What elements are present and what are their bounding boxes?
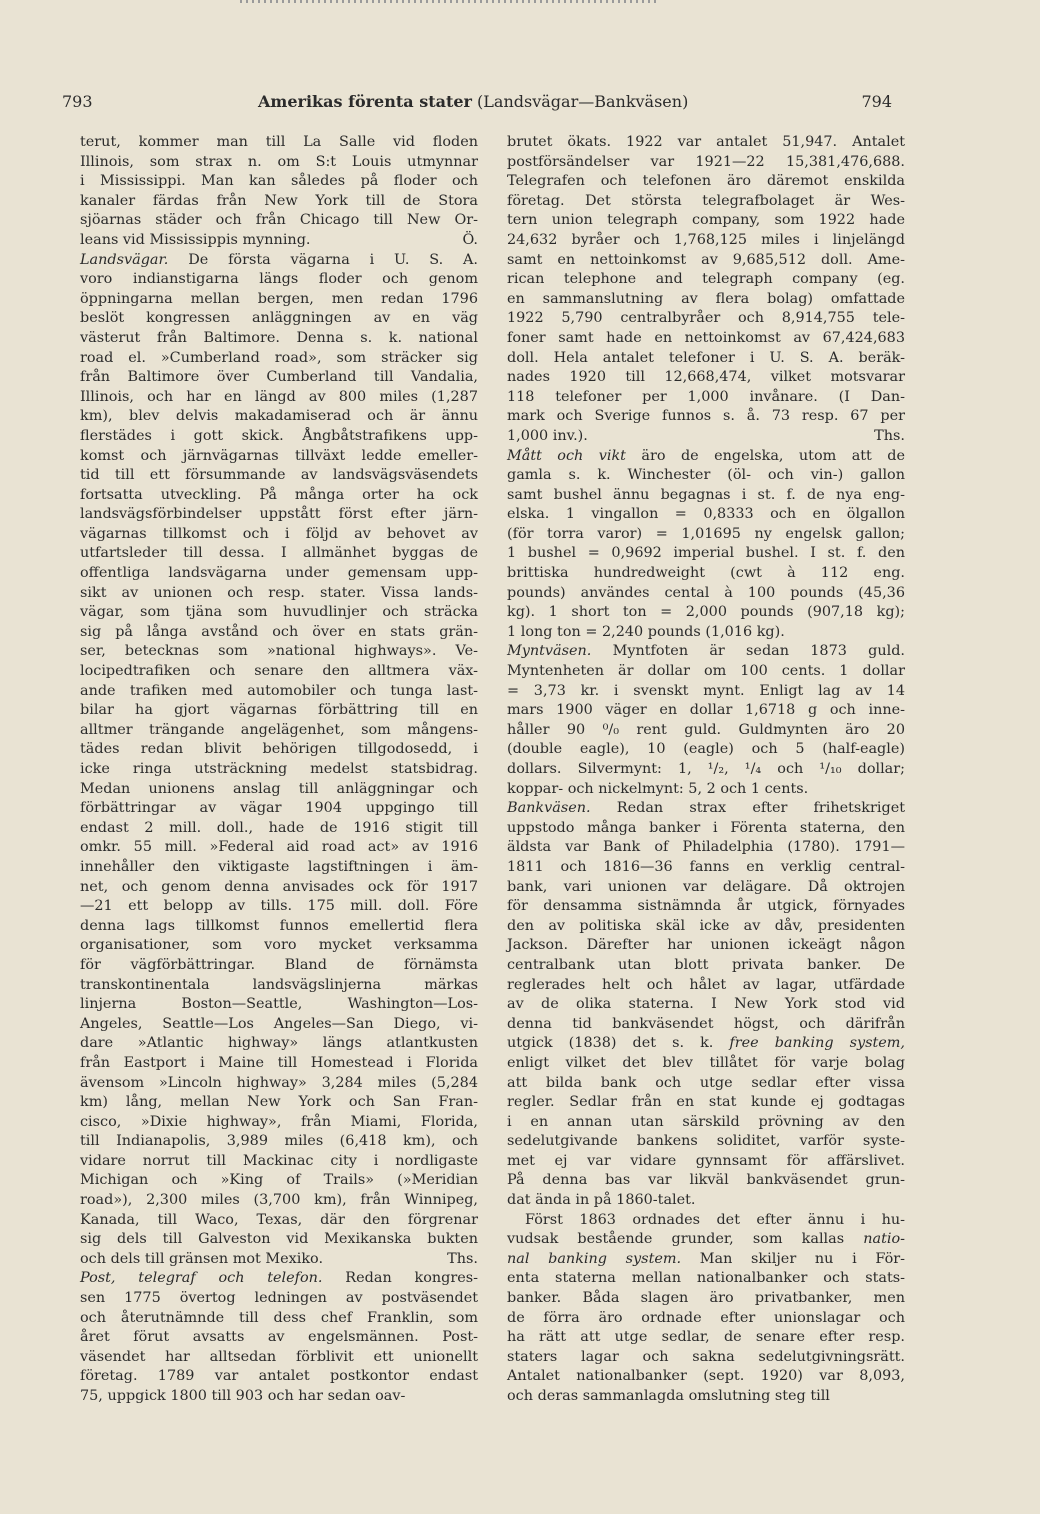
text-line: flerstädes i gott skick. Ångbåtstrafikens upp- bbox=[80, 427, 478, 444]
text-line-part: Myntfoten är sedan 1873 guld. bbox=[591, 643, 905, 660]
text-line: cisco, »Dixie highway», från Miami, Florida, bbox=[80, 1113, 478, 1130]
text-line: sedelutgivande bankens soliditet, varför syste- bbox=[507, 1133, 905, 1150]
section-heading-landsvagar: Landsvägar. bbox=[80, 251, 169, 268]
text-line: Kanada, till Waco, Texas, där den förgrenar bbox=[80, 1211, 478, 1228]
text-line: banker. Båda slagen äro privatbanker, men bbox=[507, 1290, 905, 1307]
text-line: Medan unionens anslag till anläggningar och bbox=[80, 780, 478, 797]
running-title-bold: Amerikas förenta stater bbox=[258, 92, 472, 111]
text-line: dare »Atlantic highway» längs atlantkusten bbox=[80, 1035, 478, 1052]
text-line: ävensom »Lincoln highway» 3,284 miles (5,284 bbox=[80, 1074, 478, 1091]
text-line: postförsändelser var 1921—22 15,381,476,688. bbox=[507, 153, 905, 170]
text-line: net, och genom denna anvisades ock för 1917 bbox=[80, 878, 478, 895]
text-line: vidare norrut till Mackinac city i nordligaste bbox=[80, 1152, 478, 1169]
text-line: endast 2 mill. doll., hade de 1916 stigit till bbox=[80, 819, 478, 836]
text-line: —21 ett belopp av tills. 175 mill. doll. Före bbox=[80, 898, 478, 915]
scan-edge-fringe bbox=[240, 0, 660, 3]
text-line: organisationer, som voro mycket verksamma bbox=[80, 937, 478, 954]
section-heading-post: Post, telegraf och telefon. bbox=[80, 1270, 323, 1287]
text-line: för vägförbättringar. Bland de förnämsta bbox=[80, 956, 478, 973]
text-line-part: leans vid Mississippis mynning. bbox=[80, 231, 311, 248]
text-line: road el. »Cumberland road», som sträcker sig bbox=[80, 349, 478, 366]
text-line: Myntenheten är dollar om 100 cents. 1 dollar bbox=[507, 663, 905, 680]
text-line: foner samt hade en nettoinkomst av 67,424,683 bbox=[507, 329, 905, 346]
text-line: Angeles, Seattle—Los Angeles—San Diego, vi- bbox=[80, 1015, 478, 1032]
text-line: doll. Hela antalet telefoner i U. S. A. beräk- bbox=[507, 349, 905, 366]
text-line: koppar- och nickelmynt: 5, 2 och 1 cents. bbox=[507, 780, 809, 797]
text-line bbox=[507, 799, 905, 819]
author-sign: Ths. bbox=[874, 427, 905, 444]
text-line: locipedtrafiken och senare den alltmera väx- bbox=[80, 663, 478, 680]
text-line: Antalet nationalbanker (sept. 1920) var 8,093, bbox=[507, 1368, 905, 1385]
text-line: regler. Sedlar från en stat kunde ej godtagas bbox=[507, 1094, 905, 1111]
text-line: dat ända in på 1860-talet. bbox=[507, 1192, 696, 1209]
text-line: tädes redan blivit behörigen tillgodosedd, i bbox=[80, 741, 478, 758]
text-line: dollars. Silvermynt: 1, ¹/₂, ¹/₄ och ¹/₁₀ dollar; bbox=[507, 761, 905, 777]
text-line: samt en nettoinkomst av 9,685,512 doll. Ame- bbox=[507, 251, 905, 268]
text-line: Först 1863 ordnades det efter ännu i hu- bbox=[525, 1211, 905, 1228]
page-number-right: 794 bbox=[861, 92, 892, 111]
text-line: transkontinentala landsvägslinjerna märkas bbox=[80, 976, 478, 993]
text-line: att bilda bank och utge sedlar efter vissa bbox=[507, 1074, 905, 1091]
text-line: staters lagar och sakna sedelutgivningsrätt. bbox=[507, 1348, 905, 1365]
text-line: 1 bushel = 0,9692 imperial bushel. I st. f. den bbox=[507, 545, 905, 562]
text-line: sig dels till Galveston vid Mexikanska bukten bbox=[80, 1231, 478, 1248]
text-line: beslöt kongressen anläggningen av en väg bbox=[80, 310, 478, 327]
text-line: företag. 1789 var antalet postkontor endast bbox=[80, 1368, 478, 1385]
text-line: (för torra varor) = 1,01695 ny engelsk gallon; bbox=[507, 525, 905, 542]
text-line: sjöarnas städer och från Chicago till New Or- bbox=[80, 212, 478, 229]
text-line: i Mississippi. Man kan således på floder och bbox=[80, 173, 478, 190]
text-line: vägar, som tjäna som huvudlinjer och sträcka bbox=[80, 604, 478, 621]
text-line: Telegrafen och telefonen äro däremot enskilda bbox=[507, 173, 905, 190]
free-banking-term: free banking system, bbox=[729, 1035, 906, 1052]
text-line-part: och dels till gränsen mot Mexiko. bbox=[80, 1250, 324, 1267]
text-line bbox=[507, 427, 905, 447]
text-line-part: De första vägarna i U. S. A. bbox=[168, 251, 478, 268]
text-line: den av politiska skäl icke av dåv, presidenten bbox=[507, 917, 905, 934]
text-line: sikt av unionen och resp. stater. Vissa lands- bbox=[80, 584, 478, 601]
author-sign: Ö. bbox=[462, 231, 478, 248]
section-heading-mynt: Myntväsen. bbox=[507, 643, 592, 660]
text-line bbox=[80, 231, 478, 251]
text-line: pounds) användes cental à 100 pounds (45,36 bbox=[507, 584, 905, 601]
text-line: centralbank utan blott privata banker. De bbox=[507, 956, 905, 973]
text-line: samt bushel ännu begagnas i st. f. de nya eng- bbox=[507, 486, 905, 503]
text-line: 24,632 byråer och 1,768,125 miles i linjelängd bbox=[507, 231, 905, 248]
text-line: väsendet har alltsedan förblivit ett unionellt bbox=[80, 1348, 478, 1365]
text-line: brutet ökats. 1922 var antalet 51,947. Antalet bbox=[507, 134, 905, 150]
text-line: tid till ett försummande av landsvägsväsendets bbox=[80, 467, 478, 484]
text-line: voro indianstigarna längs floder och genom bbox=[80, 271, 478, 288]
text-line: komst och järnvägarnas tillväxt ledde emeller- bbox=[80, 447, 478, 464]
text-line-part: utgick (1838) det s. k. bbox=[507, 1035, 730, 1052]
text-line: äldsta var Bank of Philadelphia (1780). 1791— bbox=[507, 839, 905, 856]
text-line: linjerna Boston—Seattle, Washington—Los- bbox=[80, 996, 478, 1013]
text-line: kg). 1 short ton = 2,000 pounds (907,18 kg); bbox=[507, 604, 905, 621]
text-line: bank, vari unionen var delägare. Då oktrojen bbox=[507, 878, 905, 895]
text-line: vägarnas tillkomst och i följd av behovet av bbox=[80, 525, 478, 542]
national-banking-term: nal banking system. bbox=[507, 1250, 682, 1267]
text-line bbox=[80, 251, 478, 271]
author-sign: Ths. bbox=[447, 1250, 478, 1267]
text-line: elska. 1 vingallon = 0,8333 och en ölgallon bbox=[507, 506, 905, 523]
text-line: förbättringar av vägar 1904 uppgingo till bbox=[80, 800, 478, 817]
text-line: offentliga landsvägarna under gemensam upp- bbox=[80, 565, 478, 582]
text-line: en sammanslutning av flera bolag) omfattade bbox=[507, 290, 905, 307]
text-line: mars 1900 väger en dollar 1,6718 g och inne- bbox=[507, 702, 905, 719]
text-line: 118 telefoner per 1,000 invånare. (I Dan- bbox=[507, 388, 905, 405]
text-line: Illinois, och har en längd av 800 miles (1,287 bbox=[80, 388, 478, 405]
text-line bbox=[507, 447, 905, 467]
text-line: av de olika staterna. I New York stod vid bbox=[507, 996, 905, 1013]
text-line: 1 long ton = 2,240 pounds (1,016 kg). bbox=[507, 623, 785, 640]
text-line: och återutnämnde till dess chef Franklin, som bbox=[80, 1309, 478, 1326]
text-line: (double eagle), 10 (eagle) och 5 (half-eagle) bbox=[507, 741, 905, 758]
running-title bbox=[258, 92, 688, 111]
right-column bbox=[507, 133, 905, 1407]
text-line: ha rätt att utge sedlar, de senare efter resp. bbox=[507, 1329, 905, 1346]
text-line-part: Man skiljer nu i För- bbox=[681, 1250, 905, 1267]
text-line: utfartsleder till dessa. I allmänhet byggas de bbox=[80, 545, 478, 562]
text-line: 1811 och 1816—36 fanns en verklig central- bbox=[507, 858, 905, 875]
text-line: ande trafiken med automobiler och tunga last- bbox=[80, 682, 478, 699]
text-line: och deras sammanlagda omslutning steg till bbox=[507, 1388, 830, 1404]
text-line: gamla s. k. Winchester (öl- och vin-) gallon bbox=[507, 467, 905, 484]
text-line: de förra äro ordnade efter unionslagar och bbox=[507, 1309, 905, 1326]
text-line: för densamma sistnämnda år utgick, förnyades bbox=[507, 898, 905, 915]
text-line: enligt vilket det blev tillåtet för varje bolag bbox=[507, 1054, 905, 1071]
text-line: till Indianapolis, 3,989 miles (6,418 km), och bbox=[80, 1133, 478, 1150]
section-heading-matt: Mått och vikt bbox=[507, 447, 626, 464]
text-line: terut, kommer man till La Salle vid floden bbox=[80, 134, 478, 150]
text-line bbox=[507, 1034, 905, 1054]
text-line: i en annan utan särskild prövning av den bbox=[507, 1113, 905, 1130]
text-line: rican telephone and telegraph company (eg. bbox=[507, 271, 905, 288]
text-line: brittiska hundredweight (cwt à 112 eng. bbox=[507, 565, 905, 582]
text-line: innehåller den viktigaste lagstiftningen i äm- bbox=[80, 858, 478, 875]
text-line: km) lång, mellan New York och San Fran- bbox=[80, 1094, 478, 1111]
text-line: västerut från Baltimore. Denna s. k. national bbox=[80, 329, 478, 346]
text-line: enta staterna mellan nationalbanker och stats- bbox=[507, 1270, 905, 1287]
text-line: fortsatta utveckling. På många orter ha ock bbox=[80, 486, 478, 503]
text-line-part: äro de engelska, utom att de bbox=[625, 447, 905, 464]
text-line: reglerades helt och hålet av lagar, utfärdade bbox=[507, 976, 905, 993]
text-line: från Eastport i Maine till Homestead i Florida bbox=[80, 1054, 478, 1071]
text-line-part: 1,000 inv.). bbox=[507, 427, 588, 444]
text-line: kanaler färdas från New York till de Stora bbox=[80, 192, 478, 209]
text-line: året förut avsatts av engelsmännen. Post- bbox=[80, 1329, 478, 1346]
text-line: bilar ha gjort vägarnas förbättring till en bbox=[80, 702, 478, 719]
section-heading-bank: Bankväsen. bbox=[507, 800, 591, 817]
text-line: landsvägsförbindelser uppstått först efter järn- bbox=[80, 506, 478, 523]
text-line: alltmer trängande angelägenhet, som mångens- bbox=[80, 721, 478, 738]
national-banking-term: natio- bbox=[863, 1231, 905, 1248]
text-line: = 3,73 kr. i svenskt mynt. Enligt lag av 14 bbox=[507, 682, 905, 699]
text-line-part: vudsak bestående grunder, som kallas bbox=[507, 1231, 864, 1248]
text-line: håller 90 ⁰/₀ rent guld. Guldmynten äro 20 bbox=[507, 721, 905, 738]
text-line: från Baltimore över Cumberland till Vandalia, bbox=[80, 369, 478, 386]
text-line: mark och Sverige funnos s. å. 73 resp. 67 per bbox=[507, 408, 905, 425]
text-line bbox=[507, 1250, 905, 1270]
text-line: 75, uppgick 1800 till 903 och har sedan oav- bbox=[80, 1388, 406, 1404]
text-line: tern union telegraph company, som 1922 hade bbox=[507, 212, 905, 229]
page-header bbox=[62, 92, 892, 114]
text-line: icke ringa utsträckning medelst statsbidrag. bbox=[80, 761, 478, 777]
text-line bbox=[507, 1230, 905, 1250]
text-line: road»), 2,300 miles (3,700 km), från Winnipeg, bbox=[80, 1192, 478, 1209]
text-line: 1922 5,790 centralbyråer och 8,914,755 tele- bbox=[507, 310, 905, 327]
text-line: uppstodo många banker i Förenta staterna, den bbox=[507, 819, 905, 836]
text-line bbox=[80, 1250, 478, 1270]
text-line: Michigan och »King of Trails» (»Meridian bbox=[80, 1172, 478, 1189]
running-title-rest: (Landsvägar—Bankväsen) bbox=[471, 92, 689, 111]
left-column bbox=[80, 133, 478, 1407]
text-line: denna lags tillkomst funnos emellertid flera bbox=[80, 917, 478, 934]
text-line: öppningarna mellan bergen, men redan 1796 bbox=[80, 290, 478, 307]
text-line-part: Redan strax efter frihetskriget bbox=[590, 800, 905, 817]
page-number-left: 793 bbox=[62, 92, 93, 111]
text-line bbox=[507, 642, 905, 662]
text-line: sen 1775 övertog ledningen av postväsendet bbox=[80, 1290, 478, 1307]
text-line: omkr. 55 mill. »Federal aid road act» av 1916 bbox=[80, 839, 478, 856]
text-line: företag. Det största telegrafbolaget är Wes- bbox=[507, 192, 905, 209]
text-line: ser, betecknas som »national highways». Ve- bbox=[80, 643, 478, 660]
text-line: Illinois, som strax n. om S:t Louis utmynnar bbox=[80, 153, 478, 170]
text-line: met ej var vidare gynnsamt för affärslivet. bbox=[507, 1152, 905, 1169]
text-line: nades 1920 till 12,668,474, vilket motsvarar bbox=[507, 369, 905, 386]
text-line-part: Redan kongres- bbox=[322, 1270, 478, 1287]
text-line: sig på långa avstånd och över en stats grän- bbox=[80, 623, 478, 640]
text-line bbox=[80, 1269, 478, 1289]
text-line: denna tid bankväsendet högst, och därifrån bbox=[507, 1015, 905, 1032]
text-line: På denna bas var likväl bankväsendet grun- bbox=[507, 1172, 905, 1189]
text-line: Jackson. Därefter har unionen ickeägt någon bbox=[507, 937, 905, 954]
text-line: km), blev delvis makadamiserad och är ännu bbox=[80, 408, 478, 425]
